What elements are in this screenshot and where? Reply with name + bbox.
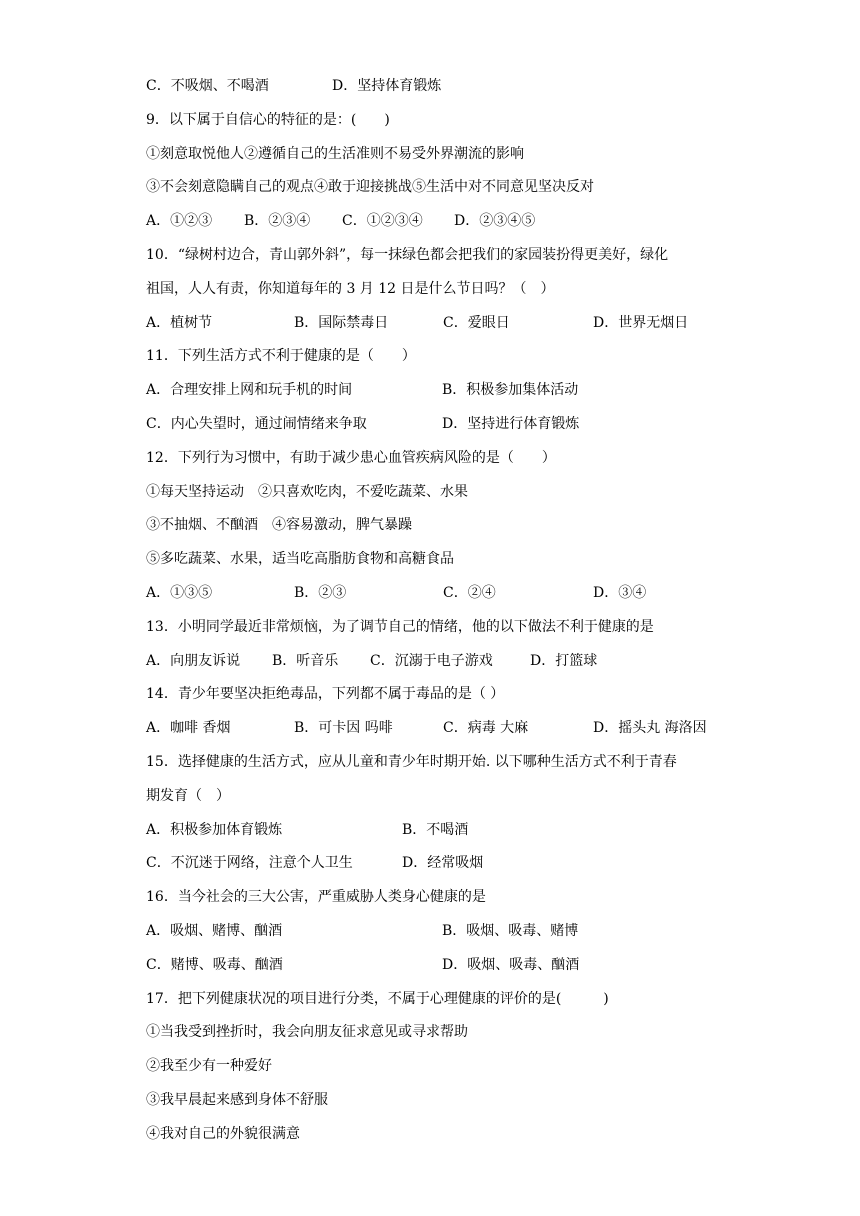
answer-option: B．②③④ <box>244 213 311 230</box>
answer-option: D．②③④⑤ <box>454 213 536 230</box>
answer-option: C．不沉迷于网络，注意个人卫生 <box>146 855 353 872</box>
options-row <box>146 915 746 949</box>
text-line: 11．下列生活方式不利于健康的是（ ） <box>146 348 416 365</box>
text-line: 13．小明同学最近非常烦恼，为了调节自己的情绪，他的以下做法不利于健康的是 <box>146 618 654 635</box>
text-line: ③我早晨起来感到身体不舒服 <box>146 1091 328 1108</box>
answer-option: D．坚持进行体育锻炼 <box>442 415 580 432</box>
answer-option: D．经常吸烟 <box>402 855 484 872</box>
answer-option: A．咖啡 香烟 <box>146 720 231 737</box>
answer-option: A．①③⑤ <box>146 584 213 601</box>
text-line: ①当我受到挫折时，我会向朋友征求意见或寻求帮助 <box>146 1024 468 1041</box>
text-line: ③不会刻意隐瞒自己的观点④敢于迎接挑战⑤生活中对不同意见坚决反对 <box>146 179 594 196</box>
text-line: 15．选择健康的生活方式，应从儿童和青少年时期开始. 以下哪种生活方式不利于青春 <box>146 753 677 770</box>
answer-option: C．病毒 大麻 <box>443 720 529 737</box>
answer-option: B．吸烟、吸毒、赌博 <box>442 922 579 939</box>
text-line: 9．以下属于自信心的特征的是：( ) <box>146 111 390 128</box>
answer-option: C．爱眼日 <box>443 314 510 331</box>
answer-option: C．②④ <box>443 584 496 601</box>
text-line: 10．“绿树村边合，青山郭外斜”，每一抹绿色都会把我们的家园装扮得更美好，绿化 <box>146 246 669 263</box>
options-row <box>146 205 746 239</box>
answer-option: C．内心失望时，通过闹情绪来争取 <box>146 415 367 432</box>
answer-option: B．②③ <box>294 584 347 601</box>
answer-option: D．吸烟、吸毒、酗酒 <box>442 956 580 973</box>
answer-option: A．积极参加体育锻炼 <box>146 821 283 838</box>
text-line: 14．青少年要坚决拒绝毒品，下列都不属于毒品的是（ ） <box>146 686 505 703</box>
options-row <box>146 307 746 341</box>
options-row <box>146 70 746 104</box>
text-line: ①每天坚持运动 ②只喜欢吃肉，不爱吃蔬菜、水果 <box>146 483 468 500</box>
text-line: 期发育（ ） <box>146 787 230 804</box>
text-line: ①刻意取悦他人②遵循自己的生活准则不易受外界潮流的影响 <box>146 145 524 162</box>
answer-option: A．①②③ <box>146 213 213 230</box>
answer-option: D．摇头丸 海洛因 <box>593 720 707 737</box>
text-line: 16．当今社会的三大公害，严重威胁人类身心健康的是 <box>146 889 486 906</box>
options-row <box>146 645 746 679</box>
answer-option: B．国际禁毒日 <box>294 314 389 331</box>
answer-option: B．可卡因 吗啡 <box>294 720 393 737</box>
answer-option: A．合理安排上网和玩手机的时间 <box>146 382 353 399</box>
options-row <box>146 408 746 442</box>
options-row <box>146 374 746 408</box>
answer-option: D．世界无烟日 <box>593 314 689 331</box>
answer-option: C．不吸烟、不喝酒 <box>146 78 269 94</box>
text-line: ⑤多吃蔬菜、水果，适当吃高脂肪食物和高糖食品 <box>146 551 454 568</box>
answer-option: A．向朋友诉说 <box>146 652 241 669</box>
answer-option: B．不喝酒 <box>402 821 469 838</box>
text-line: ④我对自己的外貌很满意 <box>146 1125 300 1142</box>
answer-option: A．植树节 <box>146 314 213 331</box>
answer-option: D．③④ <box>593 584 647 601</box>
options-row <box>146 712 746 746</box>
answer-option: C．①②③④ <box>342 213 423 230</box>
answer-option: C．赌博、吸毒、酗酒 <box>146 956 283 973</box>
answer-option: C．沉溺于电子游戏 <box>370 652 493 669</box>
answer-option: B．积极参加集体活动 <box>442 382 579 399</box>
exam-page <box>146 70 746 1152</box>
options-row <box>146 814 746 848</box>
text-line: ③不抽烟、不酗酒 ④容易激动，脾气暴躁 <box>146 517 412 534</box>
text-line: 祖国，人人有责，你知道每年的 3 月 12 日是什么节日吗？（ ） <box>146 280 555 297</box>
options-row <box>146 577 746 611</box>
options-row <box>146 949 746 983</box>
answer-option: A．吸烟、赌博、酗酒 <box>146 922 283 939</box>
answer-option: D．坚持体育锻炼 <box>332 78 442 94</box>
text-line: 12．下列行为习惯中，有助于减少患心血管疾病风险的是（ ） <box>146 449 556 466</box>
options-row <box>146 847 746 881</box>
answer-option: D．打篮球 <box>530 652 598 669</box>
answer-option: B．听音乐 <box>272 652 339 669</box>
text-line: ②我至少有一种爱好 <box>146 1058 272 1075</box>
text-line: 17．把下列健康状况的项目进行分类，不属于心理健康的评价的是( ) <box>146 990 609 1007</box>
